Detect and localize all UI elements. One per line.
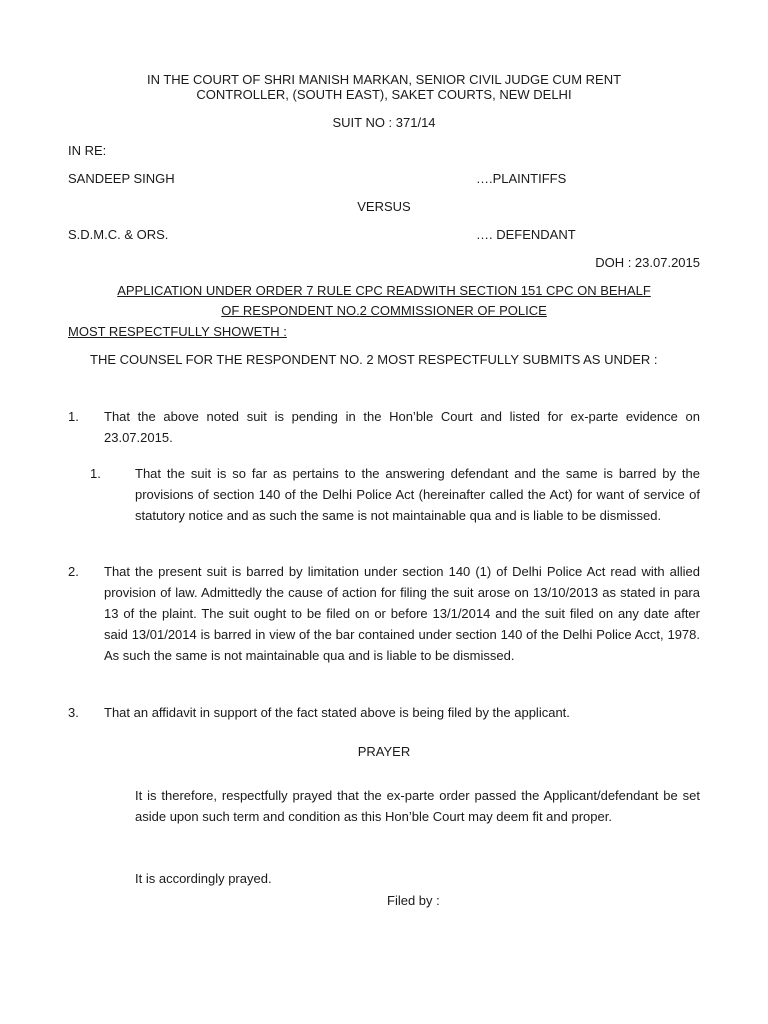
paragraph-number: 2. bbox=[68, 564, 79, 579]
prayer-closing: It is accordingly prayed. bbox=[135, 871, 272, 886]
versus-label: VERSUS bbox=[357, 199, 411, 214]
in-re-label: IN RE: bbox=[68, 143, 107, 158]
prayer-text: It is therefore, respectfully prayed that the ex-parte order passed the Applicant/defendant be set aside upon such term and condition as this Hon’ble Court may deem fit and proper. bbox=[135, 788, 700, 824]
paragraph-text: That the suit is so far as pertains to the answering defendant and the same is barred by the provisions of section 140 of the Delhi Police Act (hereinafter called the Act) for want of service of statutory notice and as such the same is not maintainable qua and is liable to be dismissed. bbox=[135, 466, 700, 523]
plaintiff-role: ….PLAINTIFFS bbox=[476, 171, 567, 186]
prayer-heading: PRAYER bbox=[357, 744, 411, 759]
court-title-line2: CONTROLLER, (SOUTH EAST), SAKET COURTS, NEW DELHI bbox=[196, 87, 572, 102]
filed-by-label: Filed by : bbox=[387, 893, 440, 908]
court-title-line1: IN THE COURT OF SHRI MANISH MARKAN, SENIOR CIVIL JUDGE CUM RENT bbox=[146, 72, 622, 87]
date-of-hearing: DOH : 23.07.2015 bbox=[595, 255, 700, 270]
suit-number: SUIT NO : 371/14 bbox=[332, 115, 436, 130]
defendant-role: …. DEFENDANT bbox=[476, 227, 576, 242]
plaintiff-name: SANDEEP SINGH bbox=[68, 171, 175, 186]
paragraph-text: That the above noted suit is pending in the Hon’ble Court and listed for ex-parte evidence on 23.07.2015. bbox=[104, 409, 700, 445]
paragraph-number: 3. bbox=[68, 705, 79, 720]
defendant-name: S.D.M.C. & ORS. bbox=[68, 227, 169, 242]
application-title-line2: OF RESPONDENT NO.2 COMMISSIONER OF POLICE bbox=[221, 303, 547, 318]
showeth-heading: MOST RESPECTFULLY SHOWETH : bbox=[68, 324, 287, 339]
paragraph-number: 1. bbox=[68, 409, 79, 424]
paragraph-text: That the present suit is barred by limitation under section 140 (1) of Delhi Police Act read with allied provision of law. Admittedly the cause of action for filing the suit arose on 13/10/2013 as stated in para 13 of the plaint. The suit ought to be filed on or before 13/1/2014 and the suit filed on any date after said 13/01/2014 is barred in view of the bar contained under section 140 of the Delhi Police Acct, 1978. As such the same is not maintainable qua and is liable to be dismissed. bbox=[104, 564, 700, 663]
paragraph-number: 1. bbox=[90, 466, 101, 481]
application-title-line1: APPLICATION UNDER ORDER 7 RULE CPC READWITH SECTION 151 CPC ON BEHALF bbox=[117, 283, 651, 298]
intro-paragraph: THE COUNSEL FOR THE RESPONDENT NO. 2 MOST RESPECTFULLY SUBMITS AS UNDER : bbox=[90, 352, 658, 367]
paragraph-text: That an affidavit in support of the fact stated above is being filed by the applicant. bbox=[104, 705, 570, 720]
